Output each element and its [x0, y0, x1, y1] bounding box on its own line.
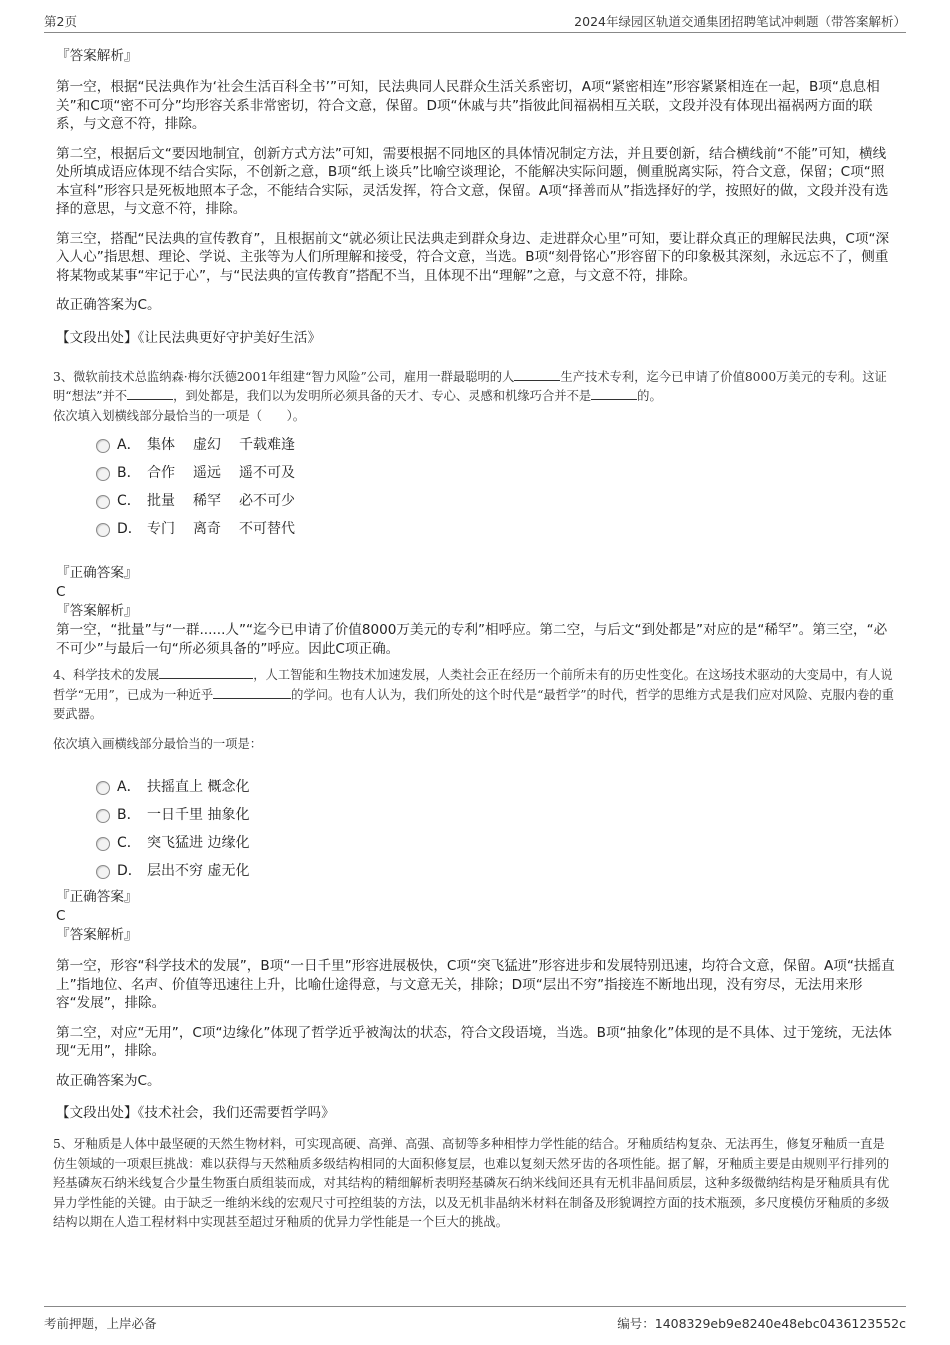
analysis-paragraph: 第二空，根据后文“要因地制宜，创新方式方法”可知，需要根据不同地区的具体情况制定方法，并且要创新，结合横线前“不能”可知，横线处所填成语应体现不结合实际，不创新之意，B项“纸上谈兵”比喻空谈理论，不能解决实际问题，侧重脱离实际，符合文意，保留；C项“照本宣科”形容只是死板地照本子念，不能结合实际，灵活发挥，符合文意，保留。A项“择善而从”指选择好的学，按照好的做，文段并没有选择的意思，与文意不符，排除。 — [56, 145, 889, 217]
question-stem: 3、微软前技术总监纳森·梅尔沃德2001年组建“智力风险”公司，雇用一群最聪明的人 生产技术专利，迄今已申请了价值8000万美元的专利。这证明“想法”并不 ，到处都是，我们以为发明所必须具备的天才、专心、灵感和机缘巧合并不是 的。 — [53, 369, 887, 403]
analysis-paragraph: 第一空，根据“民法典作为‘社会生活百科全书’”可知，民法典同人民群众生活关系密切，A项“紧密相连”形容紧紧相连在一起，B项“息息相关”和C项“密不可分”均形容关系非常密切，符合文意，保留。D项“休戚与共”指彼此间福祸相互关联，文段并没有体现出福祸两方面的联系，与文意不符，排除。 — [56, 79, 880, 132]
question-prompt: 依次填入画横线部分最恰当的一项是： — [53, 736, 263, 751]
radio-icon[interactable] — [96, 467, 110, 481]
radio-icon[interactable] — [96, 495, 110, 509]
document-title: 2024年绿园区轨道交通集团招聘笔试冲刺题（带答案解析） — [574, 14, 906, 29]
page-header — [44, 10, 906, 33]
option-a[interactable]: A． 集体 虚幻 千载难逢 — [96, 430, 896, 458]
option-d[interactable]: D． 专门 离奇 不可替代 — [96, 514, 896, 542]
question-4 — [53, 666, 896, 754]
fill-blank — [127, 387, 173, 400]
radio-icon[interactable] — [96, 781, 110, 795]
analysis-paragraph: 第二空，对应“无用”，C项“边缘化”体现了哲学近乎被淘汰的状态，符合文段语境，当选。B项“抽象化”体现的是不具体、过于笼统，无法体现“无用”，排除。 — [56, 1024, 892, 1059]
page-content — [53, 44, 896, 1233]
option-c[interactable]: C． 批量 稀罕 必不可少 — [96, 486, 896, 514]
fill-blank — [514, 368, 560, 381]
page-footer — [44, 1306, 906, 1333]
radio-icon[interactable] — [96, 523, 110, 537]
analysis-paragraph: 第一空，“批量”与“一群......人”“迄今已申请了价值8000万美元的专利”相呼应。第二空，与后文“到处都是”对应的是“稀罕”。第三空，“必不可少”与最后一句“所必须具备的”呼应。因此C项正确。 — [56, 622, 888, 657]
correct-answer-tag: 『正确答案』 — [56, 889, 138, 905]
analysis-conclusion: 故正确答案为C。 — [56, 1072, 161, 1089]
correct-answer: C — [56, 908, 66, 924]
correct-answer-tag: 『正确答案』 — [56, 565, 138, 581]
question-3 — [53, 368, 896, 427]
page-number: 第2页 — [44, 14, 77, 29]
analysis-conclusion: 故正确答案为C。 — [56, 297, 161, 313]
question-stem: 5、牙釉质是人体中最坚硬的天然生物材料，可实现高硬、高弹、高强、高韧等多种相悖力学性能的结合。牙釉质结构复杂、无法再生，修复牙釉质一直是仿生领域的一项艰巨挑战：难以获得与天然釉质多级结构相同的大面积修复层，也难以复刻天然牙齿的各项性能。据了解，牙釉质主要是由规则平行排列的羟基磷灰石纳米线复合少量生物蛋白质组装而成，对其结构的精细解析表明羟基磷灰石纳米线间还具有无机非晶间质层，这种多级微纳结构是牙釉质具有优异力学性能的关键。由于缺乏一维纳米线的宏观尺寸可控组装的方法，以及无机非晶纳米材料在制备及形貌调控方面的技术瓶颈，多尺度模仿牙釉质的多级结构以期在人造工程材料中实现甚至超过牙釉质的优异力学性能是一个巨大的挑战。 — [53, 1137, 890, 1229]
analysis-paragraph: 第一空，形容“科学技术的发展”，B项“一日千里”形容进展极快，C项“突飞猛进”形容进步和发展特别迅速，均符合文意，保留。A项“扶摇直上”指地位、名声、价值等迅速往上升，比喻仕途得意，与文意无关，排除；D项“层出不穷”指接连不断地出现，没有穷尽，无法用来形容“发展”，排除。 — [56, 958, 895, 1011]
options-list — [96, 430, 896, 542]
fill-blank — [159, 666, 253, 679]
radio-icon[interactable] — [96, 809, 110, 823]
radio-icon[interactable] — [96, 439, 110, 453]
radio-icon[interactable] — [96, 865, 110, 879]
document-code: 编号：1408329eb9e8240e48ebc0436123552c — [617, 1316, 906, 1331]
question-5 — [53, 1135, 896, 1233]
analysis-paragraph: 第三空，搭配“民法典的宣传教育”，且根据前文“就必须让民法典走到群众身边、走进群众心里”可知，要让群众真正的理解民法典，C项“深入人心”指思想、理论、学说、主张等为人们所理解和接受，符合文意，当选。B项“刻骨铭心”形容留下的印象极其深刻，永远忘不了，侧重将某物或某事“牢记于心”，与“民法典的宣传教育”搭配不当，且体现不出“理解”之意，与文意不符，排除。 — [56, 230, 890, 284]
option-b[interactable]: B． 合作 遥远 遥不可及 — [96, 458, 896, 486]
option-b[interactable]: B． 一日千里 抽象化 — [96, 800, 896, 828]
question-stem: 4、科学技术的发展 ，人工智能和生物技术加速发展，人类社会正在经历一个前所未有的历史性变化。在这场技术驱动的大变局中，有人说哲学“无用”，已成为一种近乎 的学问。也有人认为，我们所处的这个时代是“最哲学”的时代，哲学的思维方式是我们应对风险、克服内卷的重要武器。 — [53, 668, 894, 721]
fill-blank — [213, 686, 291, 699]
option-d[interactable]: D． 层出不穷 虚无化 — [96, 856, 896, 884]
option-a[interactable]: A． 扶摇直上 概念化 — [96, 772, 896, 800]
source-citation: 【文段出处】《让民法典更好守护美好生活》 — [56, 329, 322, 346]
analysis-tag: 『答案解析』 — [56, 927, 138, 943]
radio-icon[interactable] — [96, 837, 110, 851]
options-list — [96, 772, 896, 884]
analysis-tag: 『答案解析』 — [56, 48, 138, 64]
source-citation: 【文段出处】《技术社会，我们还需要哲学吗》 — [56, 1105, 335, 1121]
analysis-tag: 『答案解析』 — [56, 603, 138, 619]
option-c[interactable]: C． 突飞猛进 边缘化 — [96, 828, 896, 856]
fill-blank — [591, 387, 637, 400]
question-prompt: 依次填入划横线部分最恰当的一项是（ ）。 — [53, 408, 306, 423]
footer-slogan: 考前押题，上岸必备 — [44, 1316, 157, 1331]
correct-answer: C — [56, 584, 66, 600]
